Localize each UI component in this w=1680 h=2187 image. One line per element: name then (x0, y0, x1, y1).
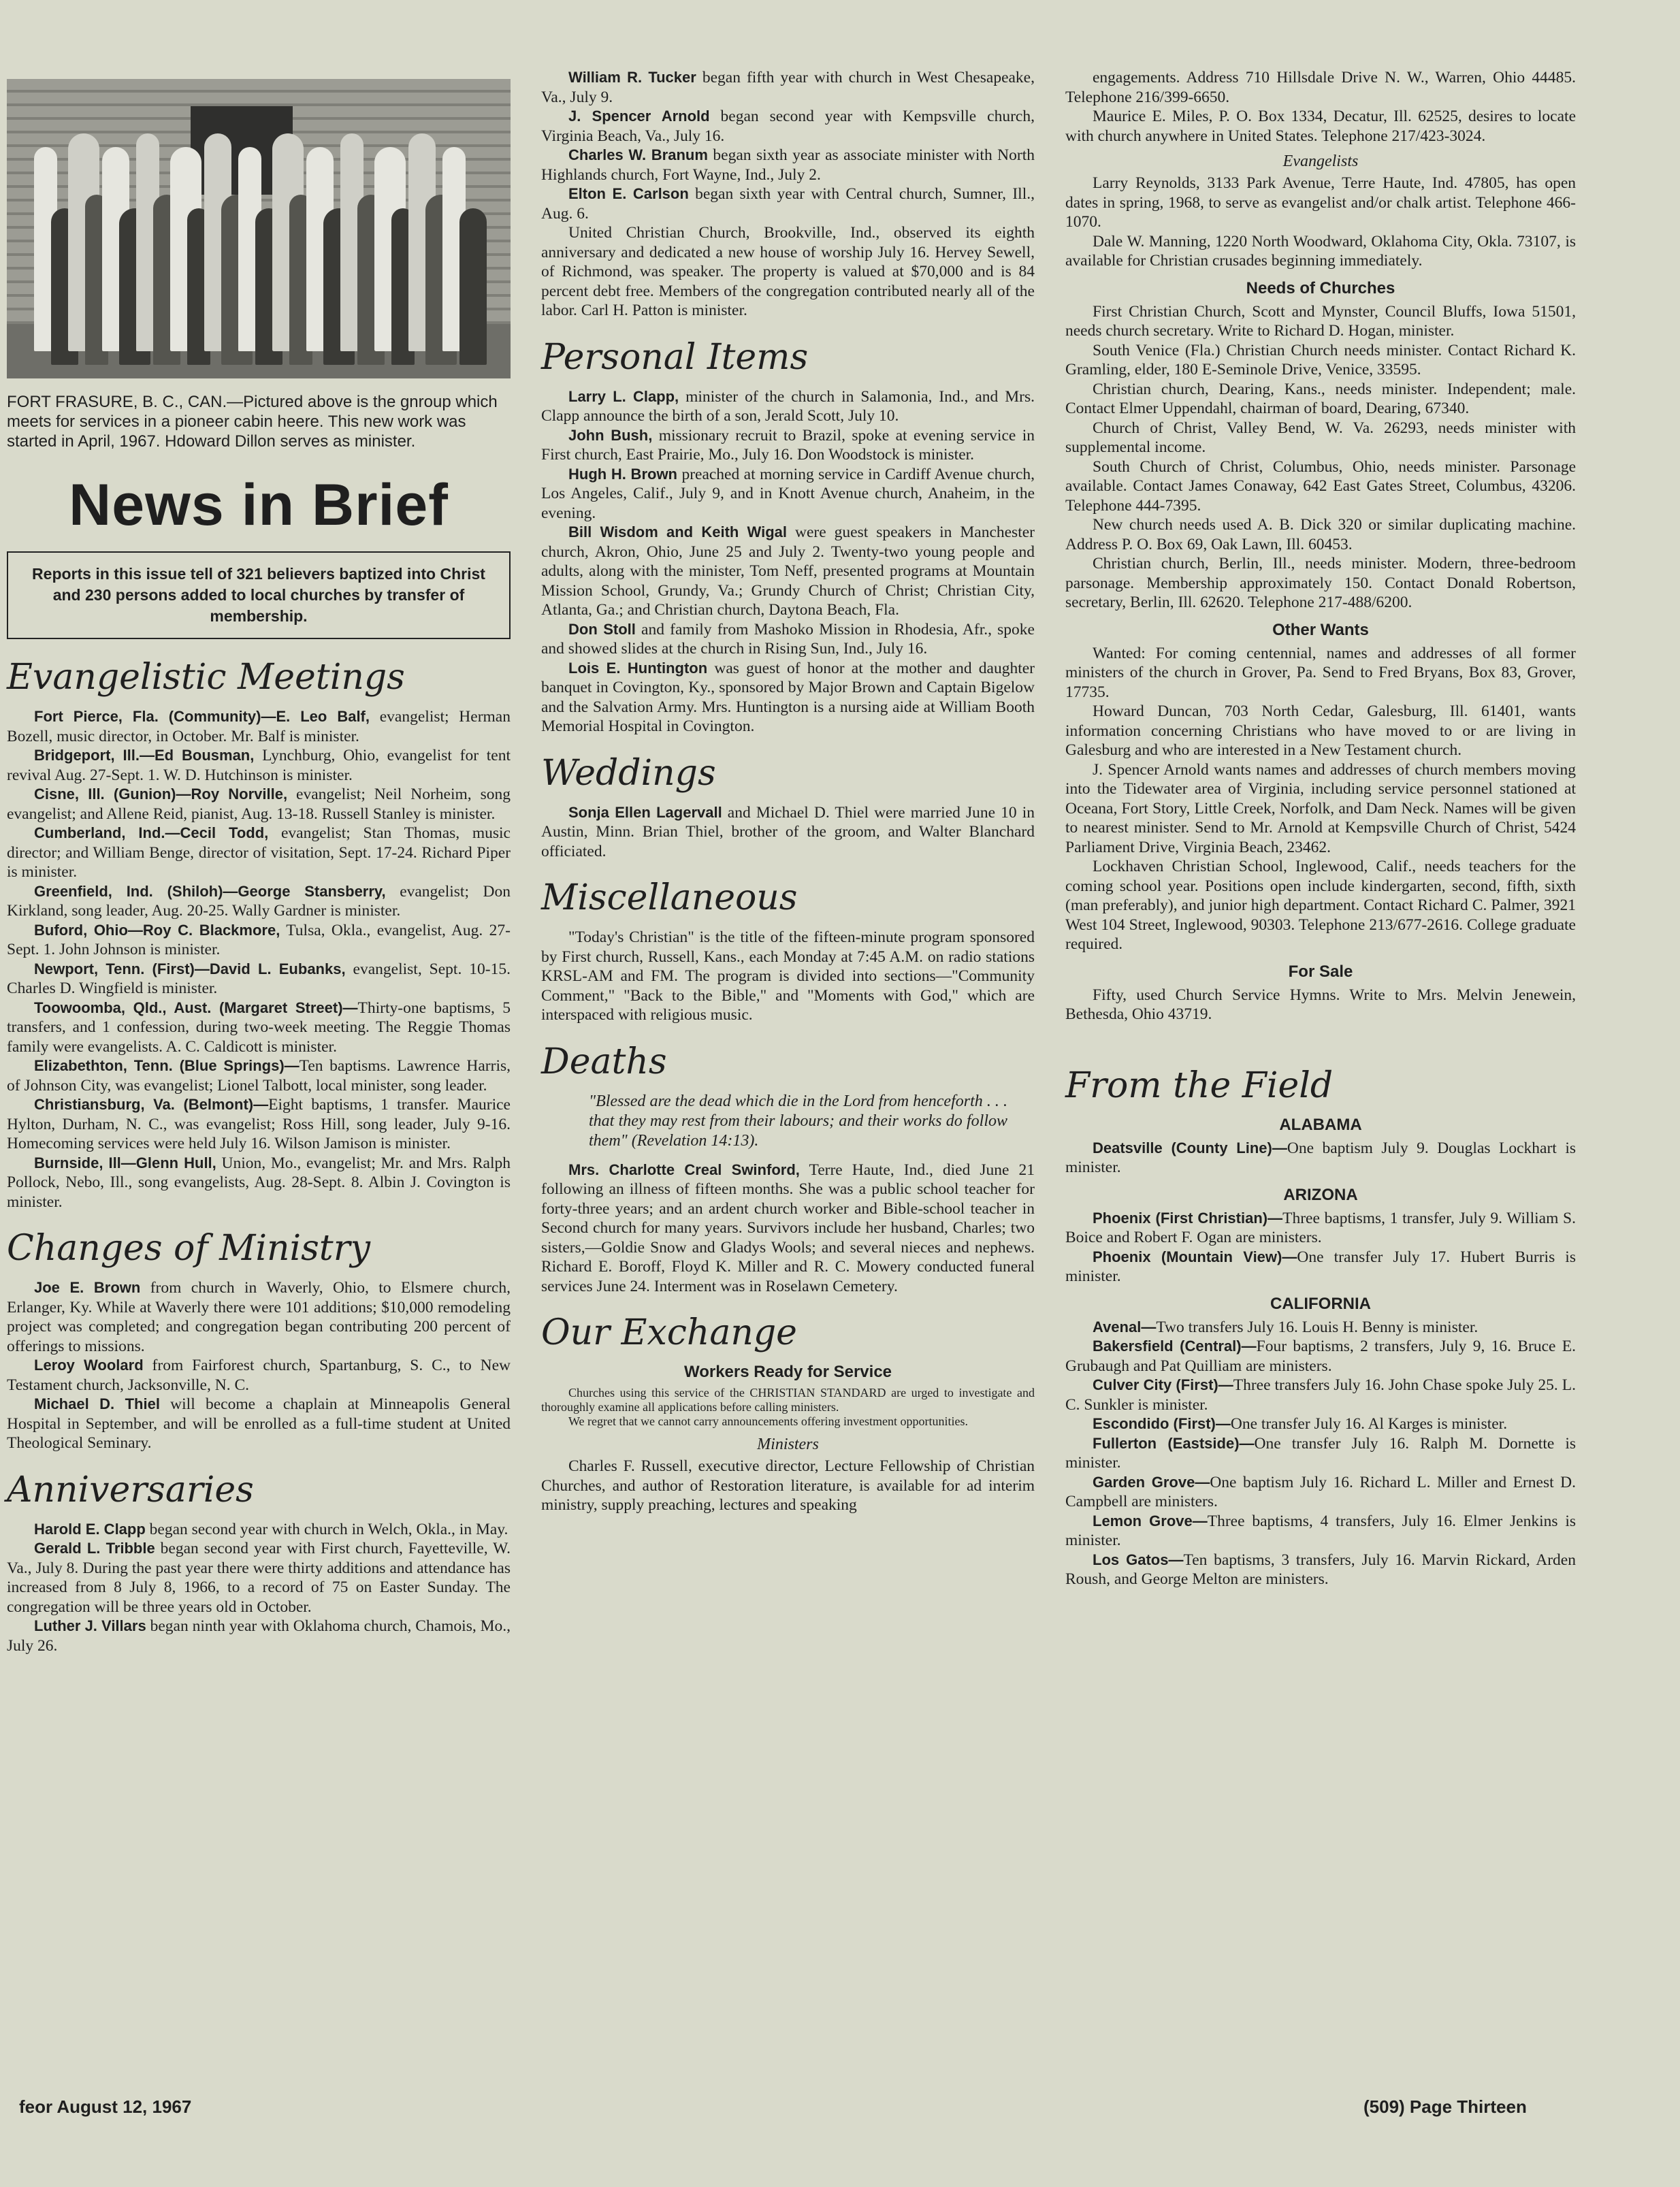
item-text: and family from Mashoko Mission in Rhodesia, Afr., spoke and showed slides at the church in Rising Sun, Ind., July 16. (541, 620, 1035, 658)
item-text: Christian church, Dearing, Kans., needs minister. Independent; male. Contact Elmer Uppendahl, chairman of board, Dearing, 67340. (1065, 380, 1576, 417)
item-lead: Christiansburg, Va. (Belmont)— (34, 1096, 269, 1113)
item-text: Thirty-one baptisms, 5 transfers, and 1 confession, during two-week meeting. The Reggie Thomas family were evangelists. A. C. Caldicott is minister. (7, 999, 511, 1056)
item-text: Eight baptisms, 1 transfer. Maurice Hylton, Durham, N. C., was evangelist; Ross Hill, song leader, July 9-16. Homecoming services were held July 16. Wilson Jamison is minister. (7, 1096, 511, 1152)
item-lead: Garden Grove— (1093, 1473, 1210, 1491)
item-lead: Harold E. Clapp (34, 1520, 146, 1538)
item-lead: Michael D. Thiel (34, 1395, 160, 1412)
news-item (1065, 644, 1576, 702)
item-text: One transfer July 17. Hubert Burris is minister. (1065, 1248, 1576, 1285)
item-text: began sixth year with Central church, Sumner, Ill., Aug. 6. (541, 185, 1035, 223)
item-lead: Newport, Tenn. (First)—David L. Eubanks, (34, 960, 346, 977)
news-item (1065, 857, 1576, 954)
state-heading: ARIZONA (1283, 1185, 1358, 1204)
item-lead: Avenal— (1093, 1318, 1157, 1335)
news-item (541, 426, 1035, 465)
news-item (1065, 1551, 1576, 1589)
item-lead: Lemon Grove— (1093, 1512, 1208, 1529)
item-text: will become a chaplain at Minneapolis General Hospital in September, and will be enrolled as a full-time student at United Theological Seminary. (7, 1395, 511, 1452)
news-item (1065, 515, 1576, 554)
scripture-quote: "Blessed are the dead which die in the Lord from henceforth . . . that they may rest from their labours; and their works do follow them" (Revelation 14:13). (589, 1092, 1007, 1150)
item-lead: Phoenix (Mountain View)— (1093, 1248, 1297, 1265)
needs-list (1065, 302, 1576, 613)
item-text: Two transfers July 16. Louis H. Benny is minister. (1156, 1318, 1479, 1336)
item-text: Church of Christ, Valley Bend, W. Va. 26293, needs minister with supplemental income. (1065, 419, 1576, 456)
item-text: evangelist; Herman Bozell, music director, in October. Mr. Balf is minister. (7, 708, 511, 745)
item-text: began second year with Kempsville church, Virginia Beach, Va., July 16. (541, 108, 1035, 145)
ministers-text: Charles F. Russell, executive director, Lecture Fellowship of Christian Churches, and author of Restoration literature, is available for ad interim ministry, supply preaching, lectures and speaking (541, 1457, 1035, 1514)
item-text: began second year with First church, Fayetteville, W. Va., July 8. During the past year there were thirty additions and attendance has increased from 8 July 8, 1966, to a record of 75 on Easter Sunday. The congregation will be three years old in October. (7, 1540, 511, 1616)
news-item (1065, 419, 1576, 457)
item-lead: Elton E. Carlson (568, 185, 689, 202)
item-text: Three baptisms, 1 transfer, July 9. William S. Boice and Robert F. Ogan are ministers. (1065, 1209, 1576, 1246)
item-lead: Greenfield, Ind. (Shiloh)—George Stansberry, (34, 882, 386, 900)
photo-caption: FORT FRASURE, B. C., CAN.—Pictured above is the gnroup which meets for services in a pioneer cabin heere. This new work was started in April, 1967. Hdoward Dillon serves as minister. (7, 393, 498, 451)
weddings-list (541, 803, 1035, 862)
news-item (7, 882, 511, 921)
item-lead: Cumberland, Ind.—Cecil Todd, (34, 824, 269, 841)
item-text: from Fairforest church, Spartanburg, S. C., to New Testament church, Jacksonville, N. C. (7, 1357, 511, 1394)
news-item (1065, 1414, 1576, 1434)
section-heading-evangelistic: Evangelistic Meetings (7, 657, 405, 698)
news-item (541, 146, 1035, 184)
item-text: Terre Haute, Ind., died June 21 following an illness of fifteen months. She was a public school teacher for forty-three years; and an ardent church worker and Bible-school teacher in Second church for many years. Survivors include her husband, Charles; two sisters,—Goldie Snow and Gladys Wools; and several nieces and nephews. Richard E. Boroff, Floyd K. Miller and R. C. Mowery conducted funeral services June 24. Interment was in Roselawn Cemetery. (541, 1161, 1035, 1295)
item-text: preached at morning service in Cardiff Avenue church, Los Angeles, Calif., July 9, and in Knott Avenue church, Anaheim, in the evening. (541, 465, 1035, 522)
news-item (541, 928, 1035, 1025)
item-text: Ten baptisms, 3 transfers, July 16. Marvin Rickard, Arden Roush, and George Melton are ministers. (1065, 1551, 1576, 1588)
item-text: South Church of Christ, Columbus, Ohio, needs minister. Parsonage available. Contact James Conaway, 642 East Gates Street, Columbus, 43206. Telephone 444-7395. (1065, 457, 1576, 515)
item-lead: Leroy Woolard (34, 1357, 144, 1374)
item-text: "Today's Christian" is the title of the fifteen-minute program sponsored by First church, Russell, Kans., each Monday at 7:45 A.M. on radio stations KRSL-AM and FM. The program is divided into sections—"Community Comment," "Back to the Bible," and "Moments with God," which are interspaced with religious music. (541, 928, 1035, 1024)
news-item (541, 184, 1035, 223)
summary-box: Reports in this issue tell of 321 believers baptized into Christ and 230 persons added to local churches by transfer of membership. (7, 551, 511, 639)
item-text: Four baptisms, 2 transfers, July 9, 16. Bruce E. Grubaugh and Pat Quilliam are ministers. (1065, 1338, 1576, 1375)
item-lead: J. Spencer Arnold (568, 108, 710, 125)
evangelists-label: Evangelists (1282, 152, 1359, 170)
item-lead: Bakersfield (Central)— (1093, 1338, 1257, 1355)
field-states (1065, 1116, 1576, 1589)
item-text: missionary recruit to Brazil, spoke at evening service in First church, East Prairie, Mo., July 16. Don Woodstock is minister. (541, 426, 1035, 464)
section-heading-personal: Personal Items (541, 336, 809, 378)
news-item (7, 1520, 511, 1540)
page-title: News in Brief (69, 472, 449, 538)
section-heading-field: From the Field (1065, 1065, 1334, 1106)
item-lead: Bridgeport, Ill.—Ed Bousman, (34, 747, 255, 764)
news-item (7, 746, 511, 785)
misc-list (541, 928, 1035, 1025)
news-item (1065, 68, 1576, 107)
item-lead: Buford, Ohio—Roy C. Blackmore, (34, 921, 280, 939)
item-lead: Escondido (First)— (1093, 1415, 1231, 1432)
news-item (1065, 302, 1576, 341)
section-heading-misc: Miscellaneous (541, 877, 798, 918)
item-text: Lynchburg, Ohio, evangelist for tent revival Aug. 27-Sept. 1. W. D. Hutchinson is minister. (7, 747, 511, 784)
news-item (1065, 1139, 1576, 1178)
item-text: evangelist; Neil Norheim, song evangelist; and Allene Reid, pianist, Aug. 13-18. Russell Stanley is minister. (7, 785, 511, 823)
exchange-notice-1: Churches using this service of the CHRISTIAN STANDARD are urged to investigate and thoroughly examine all applications before calling ministers. (541, 1386, 1035, 1414)
item-text: Tulsa, Okla., evangelist, Aug. 27-Sept. 1. John Johnson is minister. (7, 921, 511, 958)
column-middle (541, 68, 1035, 1515)
needs-label: Needs of Churches (1246, 278, 1395, 297)
news-item (7, 1395, 511, 1453)
item-text: were guest speakers in Manchester church, Akron, Ohio, June 25 and July 2. Twenty-two young people and adults, along with the minister, Tom Neff, presented programs at Mountain Mission School, Grundy, Va.; Grundy Church of Christ; Christian City, Atlanta, Ga.; and Christian church, Daytona Beach, Fla. (541, 523, 1035, 619)
item-lead: Phoenix (First Christian)— (1093, 1209, 1283, 1227)
ministry-list (7, 1278, 511, 1453)
item-lead: Culver City (First)— (1093, 1376, 1233, 1393)
item-text: One transfer July 16. Al Karges is minister. (1230, 1415, 1508, 1433)
news-item (541, 803, 1035, 862)
news-item (7, 1056, 511, 1095)
news-item (541, 1161, 1035, 1297)
item-text: evangelist; Don Kirkland, song leader, Aug. 20-25. Wally Gardner is minister. (7, 882, 511, 920)
exchange-subhead: Workers Ready for Service (683, 1363, 892, 1381)
news-item (1065, 986, 1576, 1024)
item-text: Lockhaven Christian School, Inglewood, Calif., needs teachers for the coming school year. Positions open include kindergarten, second, fifth, sixth (man preferably), and junior high department. Contact Richard C. Palmer, 3921 West 104 Street, Inglewood, 90303. Telephone 213/677-2616. College graduate required. (1065, 858, 1576, 953)
item-text: J. Spencer Arnold wants names and addresses of church members moving into the Tidewater area of Virginia, including service personnel stationed at Oceana, Fort Story, Little Creek, Norfolk, and Dam Neck. Names will be given to nearest minister. Send to Mr. Arnold at Kempsville Church of Christ, 5424 Parliament Drive, Virginia Beach, 23462. (1065, 760, 1576, 856)
item-text: One transfer July 16. Ralph M. Dornette is minister. (1065, 1434, 1576, 1472)
news-item (7, 824, 511, 882)
item-lead: John Bush, (568, 426, 653, 444)
item-lead: Joe E. Brown (34, 1279, 141, 1296)
ministers-continued-list (1065, 68, 1576, 146)
item-text: Wanted: For coming centennial, names and addresses of all former ministers of the church in Grover, Pa. Send to Fred Bryans, Box 83, Grover, 17735. (1065, 644, 1576, 701)
news-item (7, 707, 511, 746)
news-item (1065, 232, 1576, 271)
wants-label: Other Wants (1272, 620, 1369, 639)
item-text: began ninth year with Oklahoma church, Chamois, Mo., July 26. (7, 1617, 511, 1655)
news-item (541, 387, 1035, 426)
item-lead: Bill Wisdom and Keith Wigal (568, 523, 788, 540)
news-item (541, 523, 1035, 620)
item-text: South Venice (Fla.) Christian Church needs minister. Contact Richard K. Gramling, elder, 180 E-Seminole Drive, Venice, 33595. (1065, 341, 1576, 378)
personal-list (541, 387, 1035, 736)
state-heading: CALIFORNIA (1270, 1294, 1371, 1313)
item-text: evangelist; Stan Thomas, music director; and William Benge, director of visitation, Sept. 17-24. Richard Piper is minister. (7, 824, 511, 881)
item-text: from church in Waverly, Ohio, to Elsmere church, Erlanger, Ky. While at Waverly there were 101 additions; $10,000 remodeling project was completed; and congregation began contributing 200 percent of offerings to missions. (7, 1279, 511, 1355)
item-text: First Christian Church, Scott and Mynster, Council Bluffs, Iowa 51501, needs church secretary. Write to Richard D. Hogan, minister. (1065, 302, 1576, 340)
section-heading-ministry: Changes of Ministry (7, 1228, 370, 1269)
news-item (1065, 1473, 1576, 1512)
item-lead: Don Stoll (568, 620, 636, 638)
news-item (1065, 702, 1576, 760)
news-item (7, 1278, 511, 1356)
item-lead: William R. Tucker (568, 69, 696, 86)
item-lead: Luther J. Villars (34, 1617, 146, 1634)
item-text: evangelist, Sept. 10-15. Charles D. Wingfield is minister. (7, 960, 511, 997)
item-text: Larry Reynolds, 3133 Park Avenue, Terre Haute, Ind. 47805, has open dates in spring, 1968, to serve as evangelist and/or chalk artist. Telephone 466-1070. (1065, 174, 1576, 231)
news-item (1065, 1209, 1576, 1248)
news-item (1065, 1376, 1576, 1414)
news-item (7, 785, 511, 824)
item-lead: Burnside, Ill—Glenn Hull, (34, 1154, 216, 1171)
column-right (1065, 68, 1576, 1589)
news-item (1065, 341, 1576, 380)
item-text: One baptism July 16. Richard L. Miller and Ernest D. Campbell are ministers. (1065, 1473, 1576, 1510)
news-item (7, 921, 511, 960)
congregation-photo (7, 79, 511, 378)
column-left (7, 68, 511, 1655)
item-lead: Elizabethton, Tenn. (Blue Springs)— (34, 1057, 300, 1074)
item-lead: Fort Pierce, Fla. (Community)—E. Leo Balf, (34, 708, 370, 725)
news-item (1065, 1512, 1576, 1551)
news-item (7, 1154, 511, 1212)
deaths-list (541, 1161, 1035, 1297)
anniversaries-list (7, 1520, 511, 1656)
footer-date: feor August 12, 1967 (19, 2096, 192, 2117)
item-text: engagements. Address 710 Hillsdale Drive N. W., Warren, Ohio 44485. Telephone 216/399-6650. (1065, 69, 1576, 106)
wants-list (1065, 644, 1576, 954)
exchange-notice-2: We regret that we cannot carry announcements offering investment opportunities. (568, 1414, 969, 1428)
item-text: Three transfers July 16. John Chase spoke July 25. L. C. Sunkler is minister. (1065, 1376, 1576, 1414)
sale-label: For Sale (1288, 962, 1353, 981)
person-figure (459, 208, 487, 365)
item-lead: Deatsville (County Line)— (1093, 1139, 1287, 1156)
news-item (1065, 174, 1576, 232)
item-lead: Larry L. Clapp, (568, 387, 679, 405)
item-text: One baptism July 9. Douglas Lockhart is minister. (1065, 1139, 1577, 1176)
item-lead: Fullerton (Eastside)— (1093, 1434, 1255, 1452)
item-lead: Toowoomba, Qld., Aust. (Margaret Street)— (34, 999, 358, 1016)
news-item (7, 999, 511, 1057)
evangelists-list (1065, 174, 1576, 271)
section-heading-anniversaries: Anniversaries (7, 1469, 254, 1510)
footer-page: (509) Page Thirteen (1363, 2096, 1527, 2117)
news-item (541, 107, 1035, 146)
news-item (1065, 107, 1576, 146)
news-item (541, 223, 1035, 321)
item-lead: Hugh H. Brown (568, 465, 677, 483)
item-text: minister of the church in Salamonia, Ind., and Mrs. Clapp announce the birth of a son, Jerald Scott, July 10. (541, 387, 1035, 425)
anniversaries-continued-list (541, 68, 1035, 321)
item-text: Three baptisms, 4 transfers, July 16. Elmer Jenkins is minister. (1065, 1512, 1576, 1549)
item-text: began sixth year as associate minister with North Highlands church, Fort Wayne, Ind., July 2. (541, 146, 1035, 184)
item-text: New church needs used A. B. Dick 320 or similar duplicating machine. Address P. O. Box 69, Oak Lawn, Ill. 60453. (1065, 516, 1576, 553)
news-item (1065, 760, 1576, 858)
item-text: Christian church, Berlin, Ill., needs minister. Modern, three-bedroom parsonage. Membership approximately 150. Contact Donald Robertson, secretary, Berlin, Ill. 62620. Telephone 217-488/6200. (1065, 555, 1576, 611)
item-text: United Christian Church, Brookville, Ind., observed its eighth anniversary and dedicated a new house of worship July 16. Hervey Sewell, of Richmond, was speaker. The property is valued at $70,000 and is 84 percent debt free. Members of the congregation contributed nearly all of the labor. Carl H. Patton is minister. (541, 224, 1035, 319)
section-heading-deaths: Deaths (541, 1041, 667, 1082)
evangelistic-list (7, 707, 511, 1212)
state-heading: ALABAMA (1279, 1115, 1362, 1134)
item-lead: Gerald L. Tribble (34, 1540, 155, 1557)
section-heading-exchange: Our Exchange (541, 1312, 797, 1353)
item-text: and Michael D. Thiel were married June 10 in Austin, Minn. Brian Thiel, brother of the groom, and Walter Blanchard officiated. (541, 803, 1035, 860)
news-item (1065, 1434, 1576, 1473)
news-item (541, 465, 1035, 523)
item-text: Howard Duncan, 703 North Cedar, Galesburg, Ill. 61401, wants information concerning Christians who have moved to or are living in Galesburg and who are interested in a New Testament church. (1065, 702, 1576, 759)
news-item (7, 1095, 511, 1154)
item-lead: Cisne, Ill. (Gunion)—Roy Norville, (34, 785, 288, 803)
news-item (1065, 1248, 1576, 1286)
news-item (541, 68, 1035, 107)
news-item (7, 1356, 511, 1395)
ministers-label: Ministers (757, 1436, 819, 1453)
item-lead: Charles W. Branum (568, 146, 708, 163)
item-text: began fifth year with church in West Chesapeake, Va., July 9. (541, 69, 1035, 106)
sale-list (1065, 986, 1576, 1024)
item-lead: Mrs. Charlotte Creal Swinford, (568, 1161, 800, 1178)
news-item (1065, 554, 1576, 613)
news-item (7, 960, 511, 999)
item-text: Maurice E. Miles, P. O. Box 1334, Decatur, Ill. 62525, desires to locate with church anywhere in United States. Telephone 217/423-3024. (1065, 108, 1576, 145)
news-item (1065, 1337, 1576, 1376)
item-text: Ten baptisms. Lawrence Harris, of Johnson City, was evangelist; Lionel Talbott, local minister, song leader. (7, 1057, 511, 1095)
item-text: began second year with church in Welch, Okla., in May. (145, 1520, 508, 1538)
section-heading-weddings: Weddings (541, 752, 716, 794)
news-item (541, 620, 1035, 659)
news-item (7, 1539, 511, 1617)
item-lead: Sonja Ellen Lagervall (568, 803, 722, 821)
news-item (1065, 1318, 1576, 1338)
news-item (541, 659, 1035, 736)
item-text: was guest of honor at the mother and daughter banquet in Covington, Ky., sponsored by Major Brown and Captain Bigelow and the Salvation Army. Mrs. Huntington is a nursing aide at William Booth Memorial Hospital in Covington. (541, 659, 1035, 735)
news-item (1065, 380, 1576, 419)
item-lead: Los Gatos— (1093, 1551, 1184, 1568)
item-text: Union, Mo., evangelist; Mr. and Mrs. Ralph Pollock, Nebo, Ill., song evangelists, Aug. 28-Sept. 8. Albin J. Covington is minister. (7, 1154, 511, 1211)
item-text: Dale W. Manning, 1220 North Woodward, Oklahoma City, Okla. 73107, is available for Christian crusades beginning immediately. (1065, 232, 1576, 270)
item-lead: Lois E. Huntington (568, 659, 708, 677)
news-item (7, 1617, 511, 1655)
item-text: Fifty, used Church Service Hymns. Write to Mrs. Melvin Jenewein, Bethesda, Ohio 43719. (1065, 986, 1576, 1023)
news-item (1065, 457, 1576, 516)
